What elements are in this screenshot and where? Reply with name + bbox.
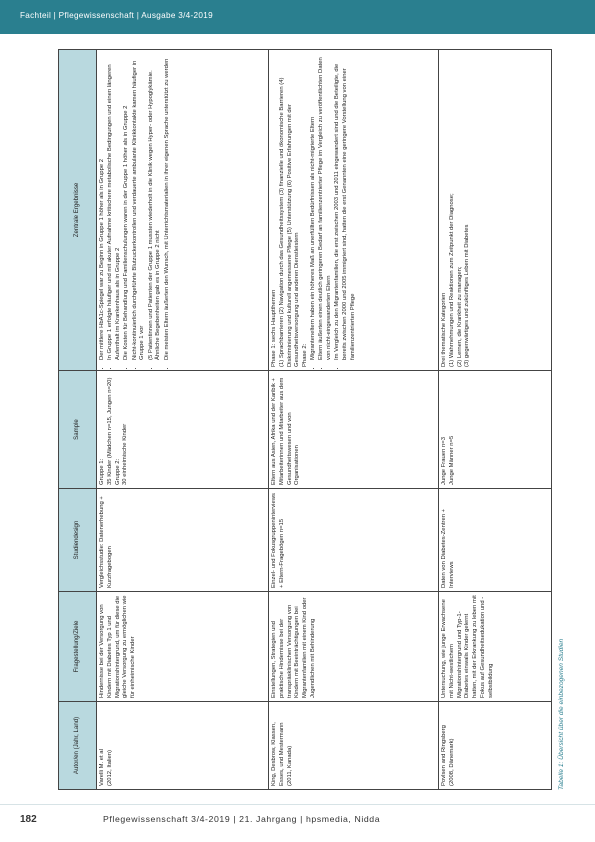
rotated-table-container xyxy=(58,50,564,790)
list-item: • Migranteneltern haben ein höheres Maß an unerfüllten Bedürfnissen als nicht-migrierte Eltern xyxy=(310,53,318,360)
design-text: Einzel- und Fokusgruppeninterviews + Eltern-Fragebögen n=15 xyxy=(271,493,285,588)
question-text: Hindernisse bei der Versorgung von Kindern mit Diabetes Typ 1 und Migrationshintergrund, um für diese die gleiche Versorgung zu ermöglichen wie für einheimische Kinder xyxy=(99,595,137,698)
table-row xyxy=(269,50,439,790)
results-list xyxy=(310,53,358,367)
table-caption: Tabelle 1: Übersicht über die einbezogenen Studien xyxy=(558,638,565,790)
sample-cell xyxy=(439,371,552,489)
author-text: Povlsen and Ringsberg (2008, Dänemark) xyxy=(441,725,455,786)
page-number: 182 xyxy=(20,814,37,825)
column-header-question: Fragestellung/Ziele xyxy=(59,592,97,702)
list-item: • (5 Patientinnen und Patienten der Gruppe 1 mussten wiederholt in die Klinik wegen Hyper- oder Hypoglykämie. Ähnliche Begebenheiten gab es in Gruppe 2 nicht xyxy=(148,53,164,360)
table-row xyxy=(97,50,269,790)
results-list xyxy=(99,53,172,367)
list-item: • In Gruppe 1 erfolgte häufiger und mit akuter Aufnahme kritischere metabolische Bedingungen und einen längeren Aufenthalt im Krankenhaus als in Gruppe 2 xyxy=(107,53,123,360)
list-item: • Der mittlere HbA1c-Spiegel war zu Beginn in Gruppe 1 höher als in Gruppe 2 xyxy=(99,53,107,360)
phase-2-label: Phase 2: xyxy=(302,343,309,367)
list-item: • Die Kosten für Behandlung und Familienschulungen waren in der Gruppe 1 höher als in Gruppe 2 xyxy=(123,53,131,360)
list-item: • Eltern äußerten einen deutlich geringeren Bedarf an familienzentrierter Pflege im Vergleich zu veröffentlichten Daten von nicht-eingewanderten Eltern xyxy=(318,53,334,360)
design-cell xyxy=(269,489,439,592)
footer-journal-info: Pflegewissenschaft 3/4-2019 | 21. Jahrgang | hpsmedia, Nidda xyxy=(103,814,381,824)
table-row xyxy=(439,50,552,790)
question-cell xyxy=(269,592,439,702)
sample-text: Gruppe 1: 35 Kinder (Mädchen n=15, Jungen n=20) Gruppe 2: 30 einheimische Kinder xyxy=(99,377,129,485)
question-text: Untersuchung, wie junge Erwachsene mit Nicht-westlichem Migrationshintergrund und Typ-1-Diabetes einwalis Kinder gelernt hatten, mit der Erkrankung zu leben mit Fokus auf Gesundheitsedukation und -selbstbildung xyxy=(441,595,494,698)
sample-cell xyxy=(97,371,269,489)
results-intro: Drei thematische Kategorien (1) Wahrnehmungen und Reaktionen zum Zeitpunkt der Diagnose; (2) Lernen, die Krankheit zu managen; (3) gegenwärtiges und zukünftiges Leben mit Diabetes xyxy=(441,193,471,367)
column-header-design: Studiendesign xyxy=(59,489,97,592)
design-cell xyxy=(439,489,552,592)
author-cell xyxy=(97,702,269,790)
footer-divider xyxy=(0,804,595,805)
table-header-row xyxy=(59,50,97,790)
results-cell xyxy=(269,50,439,371)
list-item: • Die meisten Eltern äußerten den Wunsch, mit Unterrichtsmaterialien in ihrer eigenen Sprache unterstützt zu werden xyxy=(164,53,172,360)
results-intro: Phase 1: sechs Hauptthemen (1) Sprachbarrieren (2) Navigation durch das Gesundheitssystem (3) finanzielle und ökonomische Barrieren (4) Diskriminierung und kulturell angemessene Pflege (5) Unterstützung (6) Positive Erfahrungen mit der Gesundheitsversorgung und anderen Dienstleistern xyxy=(271,77,301,367)
author-text: Varelli M. et al (2012, Italien) xyxy=(99,749,113,786)
list-item: • Nicht-kontinuierlich durchgeführte Blutzuckerkontrollen und verdauerte ambulante Klinikkontakte kamen häufiger in Gruppe 1 vor xyxy=(132,53,148,360)
sample-cell xyxy=(269,371,439,489)
header-bar xyxy=(0,0,595,34)
running-header: Fachteil | Pflegewissenschaft | Ausgabe 3/4-2019 xyxy=(20,11,213,20)
author-cell xyxy=(439,702,552,790)
results-cell xyxy=(439,50,552,371)
results-cell xyxy=(97,50,269,371)
column-header-sample: Sample xyxy=(59,371,97,489)
author-cell xyxy=(269,702,439,790)
column-header-author: Autor/en (Jahr, Land) xyxy=(59,702,97,790)
question-cell xyxy=(97,592,269,702)
design-text: Daten von Diabetes-Zentren + Interviews xyxy=(441,508,455,588)
sample-text: Junge Frauen n=3 Junge Männer n=5 xyxy=(441,435,455,485)
studies-table xyxy=(58,49,552,790)
design-text: Vergleichsstudie: Datenerhebung + Kurzfragebogen xyxy=(99,496,113,588)
question-cell xyxy=(439,592,552,702)
author-text: King, Desbrow, Klassen, Esses, und Mestermann (2011, Kanada) xyxy=(271,722,293,786)
list-item: • Im Vergleich zu den Migrantenfamilien, die erst zwischen 2003 und 2011 eingewandert sind und die Beteiligte, die bereits zwischen 2000 und 2005 immigriert sind, hatten die erst Genannten eine geringere Vorstellung von einer familienzentrierten Pflege xyxy=(334,53,357,360)
column-header-results: Zentrale Ergebnisse xyxy=(59,50,97,371)
question-text: Einstellungen, Strategien und praktische Hindernisse bei der transpräsklinischen Versorgung von Kindern mit Beeinträchtigungen bei Migrantenfamilien mit einem Kind oder Jugendlichen mit Behinderung xyxy=(271,597,316,698)
design-cell xyxy=(97,489,269,592)
sample-text: Eltern aus Asien, Afrika und der Karibik + Mitarbeiterinnen und Mitarbeiter aus dem Gesundheitswesen und von Organisationen xyxy=(271,377,301,485)
